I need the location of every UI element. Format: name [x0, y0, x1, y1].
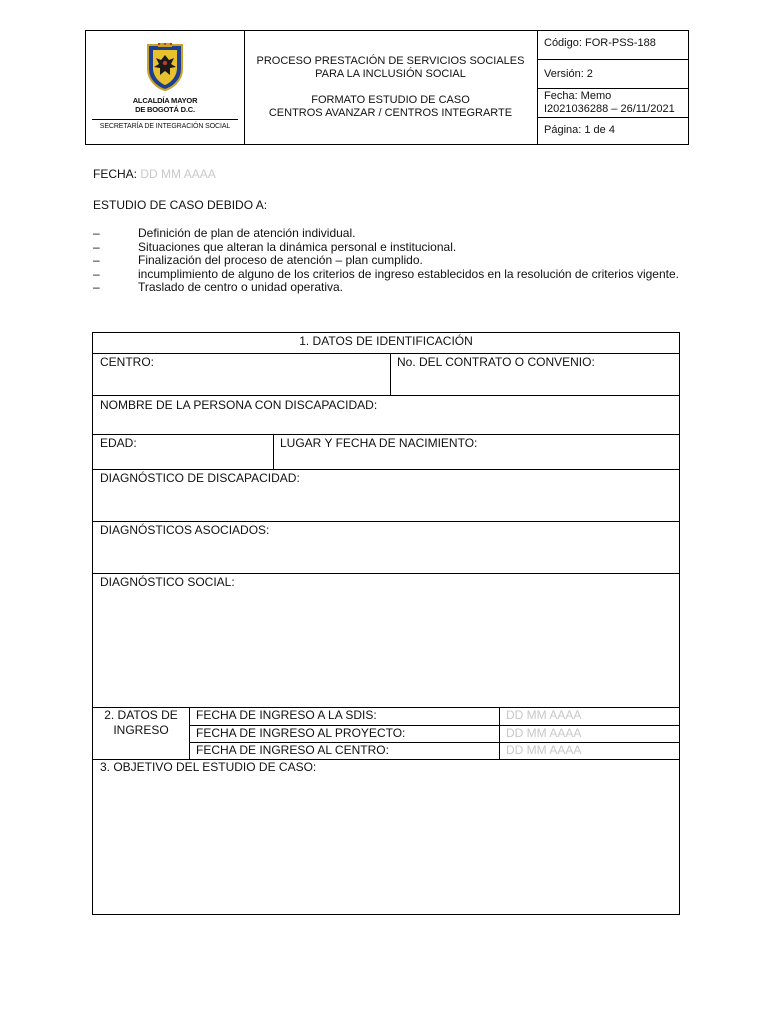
process-line-1: PROCESO PRESTACIÓN DE SERVICIOS SOCIALES: [256, 55, 525, 67]
edad-label: EDAD:: [100, 436, 137, 450]
ingreso-sdis-label: FECHA DE INGRESO A LA SDIS:: [196, 708, 377, 722]
list-item: [93, 268, 679, 282]
ingreso-proyecto-date-field[interactable]: DD MM AAAA: [506, 726, 582, 740]
format-line-1: FORMATO ESTUDIO DE CASO: [311, 94, 470, 106]
list-item-text: Traslado de centro o unidad operativa.: [138, 280, 344, 294]
logo-text-bogota: DE BOGOTÁ D.C.: [135, 105, 195, 114]
logo-text-alcaldia: ALCALDÍA MAYOR: [132, 96, 198, 105]
list-item: [93, 281, 679, 295]
diag-social-label: DIAGNÓSTICO SOCIAL:: [100, 575, 235, 589]
objetivo-field[interactable]: [93, 759, 679, 914]
diag-discapacidad-label: DIAGNÓSTICO DE DISCAPACIDAD:: [100, 471, 300, 485]
case-study-form-table: [92, 332, 680, 915]
section-2-title-line-2: INGRESO: [113, 723, 169, 737]
fecha-row: [538, 89, 688, 118]
estudio-caso-label: ESTUDIO DE CASO DEBIDO A:: [93, 198, 268, 212]
list-item-text: incumplimiento de alguno de los criterios de ingreso establecidos en la resolución de criterios vigente.: [138, 266, 679, 281]
document-header: [85, 30, 689, 145]
ingreso-proyecto-label: FECHA DE INGRESO AL PROYECTO:: [196, 726, 406, 740]
section-2-title-line-1: 2. DATOS DE: [104, 708, 178, 722]
lugar-fecha-field[interactable]: [273, 434, 679, 469]
list-item-text: Situaciones que alteran la dinámica personal e institucional.: [138, 239, 457, 254]
fecha-line: [93, 167, 216, 181]
edad-field[interactable]: [93, 434, 273, 469]
section-2-title: [93, 707, 189, 759]
bullet-dash: –: [93, 280, 100, 294]
fecha-memo-text: Fecha: Memo: [544, 90, 612, 102]
process-title-cell: [244, 31, 538, 144]
diag-asociados-field[interactable]: [93, 521, 679, 573]
ingreso-centro-date-field[interactable]: DD MM AAAA: [506, 743, 582, 757]
format-line-2: CENTROS AVANZAR / CENTROS INTEGRARTE: [268, 107, 513, 119]
list-item: [93, 241, 679, 255]
diag-asociados-label: DIAGNÓSTICOS ASOCIADOS:: [100, 523, 270, 537]
nombre-field[interactable]: [93, 395, 679, 434]
pagina-row: [538, 118, 688, 144]
logo-text-secretaria: SECRETARÍA DE INTEGRACIÓN SOCIAL: [99, 123, 231, 130]
ingreso-centro-label: FECHA DE INGRESO AL CENTRO:: [196, 743, 389, 757]
document-meta-cell: [538, 31, 688, 144]
bullet-dash: –: [93, 226, 100, 240]
bullet-dash: –: [93, 239, 100, 254]
version-text: Versión: 2: [544, 68, 593, 80]
centro-label: CENTRO:: [100, 355, 154, 369]
list-item: [93, 254, 679, 268]
logo-cell: [86, 31, 245, 144]
diag-discapacidad-field[interactable]: [93, 469, 679, 521]
bullet-dash: –: [93, 266, 100, 281]
contrato-label: No. DEL CONTRATO O CONVENIO:: [397, 355, 595, 369]
logo-text: [86, 96, 244, 114]
nombre-label: NOMBRE DE LA PERSONA CON DISCAPACIDAD:: [100, 398, 378, 412]
fecha-label: FECHA:: [93, 167, 138, 181]
format-name: [244, 94, 537, 120]
list-item: [93, 227, 679, 241]
fecha-date-text: I2021036288 – 26/11/2021: [544, 103, 675, 115]
list-item-text: Definición de plan de atención individual.: [138, 226, 356, 240]
bullet-dash: –: [93, 253, 100, 267]
section-3-title: 3. OBJETIVO DEL ESTUDIO DE CASO:: [100, 760, 317, 774]
process-line-2: PARA LA INCLUSIÓN SOCIAL: [315, 68, 466, 80]
list-item-text: Finalización del proceso de atención – plan cumplido.: [138, 253, 423, 267]
section-1-title: 1. DATOS DE IDENTIFICACIÓN: [299, 334, 473, 348]
codigo-row: [538, 31, 688, 60]
version-row: [538, 60, 688, 89]
bogota-coat-of-arms-icon: [144, 43, 186, 91]
process-name: [244, 55, 537, 81]
diag-social-field[interactable]: [93, 573, 679, 707]
centro-field[interactable]: [93, 353, 390, 395]
reasons-list: [93, 227, 679, 295]
contrato-field[interactable]: [390, 353, 679, 395]
logo-divider: [92, 119, 238, 120]
pagina-text: Página: 1 de 4: [544, 124, 615, 136]
ingreso-sdis-date-field[interactable]: DD MM AAAA: [506, 708, 582, 722]
fecha-placeholder-field[interactable]: DD MM AAAA: [140, 167, 216, 181]
lugar-fecha-label: LUGAR Y FECHA DE NACIMIENTO:: [280, 436, 478, 450]
codigo-text: Código: FOR-PSS-188: [544, 37, 656, 49]
